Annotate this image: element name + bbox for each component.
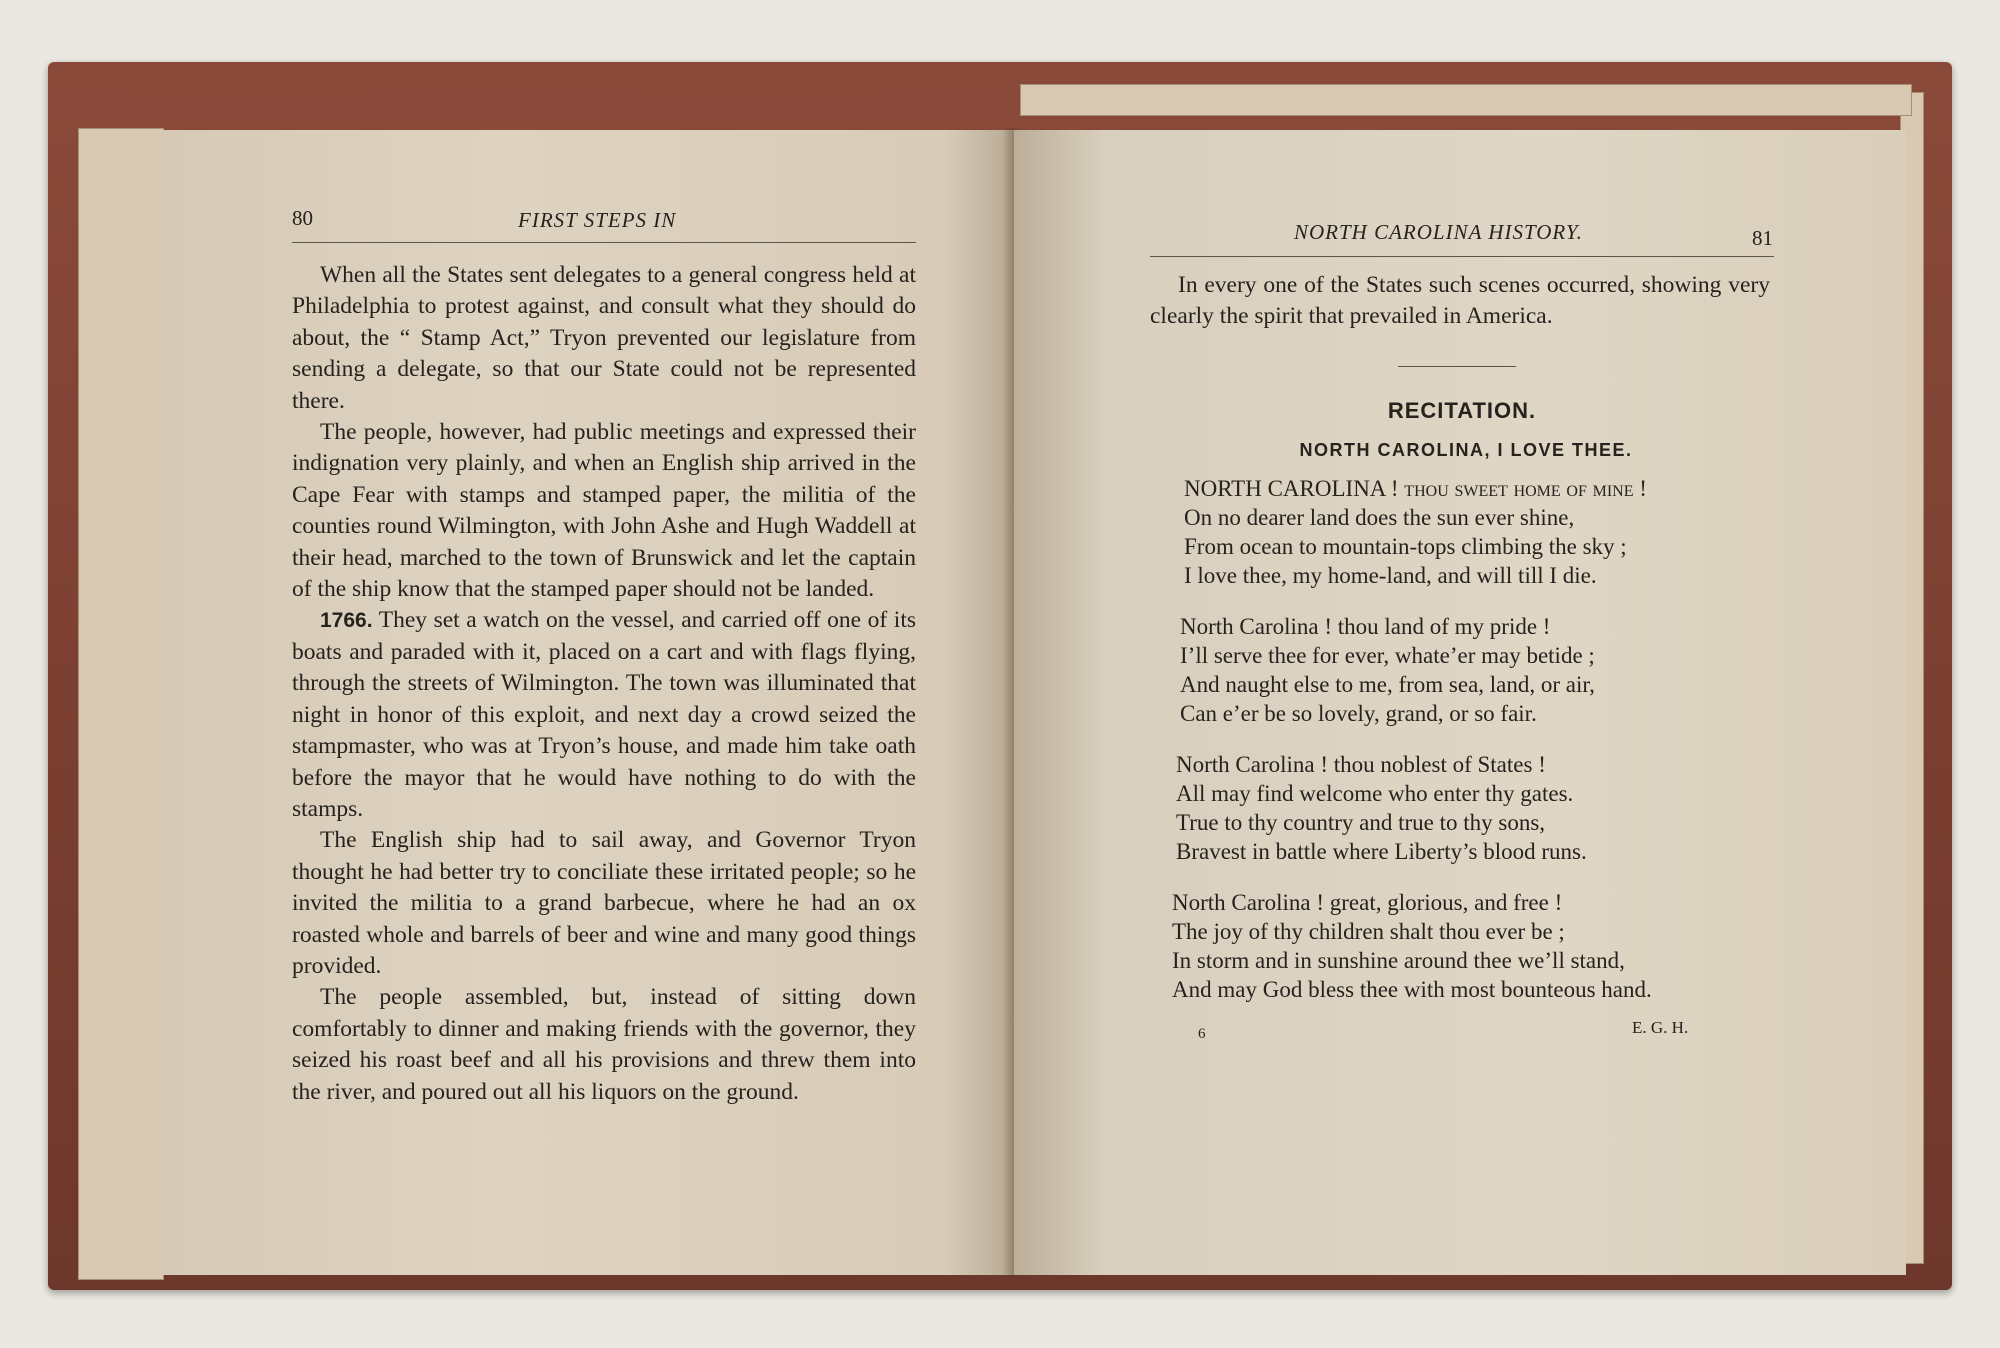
signature-mark: 6 [1198,1026,1206,1042]
header-rule-left [292,242,916,243]
running-head-left: FIRST STEPS IN [518,208,677,232]
poem-stanza [1176,750,1587,866]
poem-title: NORTH CAROLINA, I LOVE THEE. [1299,440,1633,460]
poem-line: On no dearer land does the sun ever shine, [1184,505,1575,530]
right-page [1014,130,1906,1275]
running-head-right: NORTH CAROLINA HISTORY. [1294,220,1583,244]
right-intro [1150,270,1770,333]
poem-stanza [1172,888,1652,1004]
header-rule-right [1150,256,1774,257]
paragraph: In every one of the States such scenes occurred, showing very clearly the spirit that prevailed in America. [1150,272,1770,330]
poem-line: True to thy country and true to thy sons, [1176,810,1546,835]
left-page [158,130,1014,1275]
poem-line: And may God bless thee with most bounteous hand. [1172,977,1652,1002]
paragraph: When all the States sent delegates to a general congress held at Philadelphia to protest against, and consult what they should do about, the “ Stamp Act,” Tryon prevented our legislature from sending a delegate, so that our State could not be represented there. [292,262,916,414]
poem-stanza [1180,612,1595,728]
paragraph: The people, however, had public meetings and expressed their indignation very plainly, and when an English ship arrived in the Cape Fear with stamps and stamped paper, the militia of the counties round Wilmington, with John Ashe and Hugh Waddell at their head, marched to the town of Brunswick and let the captain of the ship know that the stamped paper should not be landed. [292,419,916,603]
left-body [292,260,916,1108]
paragraph: The people assembled, but, instead of sitting down comfortably to dinner and making friends with the governor, they seized his roast beef and all his provisions and threw them into the river, and poured out all his liquors on the ground. [292,984,916,1105]
page-edges-top [1020,84,1912,116]
paragraph-text: They set a watch on the vessel, and carried off one of its boats and paraded with it, placed on a cart and with flags flying, through the streets of Wilmington. The town was illuminated that night in honor of this exploit, and next day a crowd seized the stampmaster, who was at Tryon’s house, and made him take oath before the mayor that he would have nothing to do with the stamps. [292,607,916,822]
poem-stanza [1184,474,1647,590]
section-title: RECITATION. [1387,398,1537,423]
poem-line: Can e’er be so lovely, grand, or so fair. [1180,701,1537,726]
page-number-left: 80 [292,206,313,230]
poem-line: North Carolina ! thou land of my pride ! [1180,614,1551,639]
poem-line: North Carolina ! great, glorious, and free ! [1172,890,1563,915]
poem-line: In storm and in sunshine around thee we’ll stand, [1172,948,1625,973]
poem-line: From ocean to mountain-tops climbing the sky ; [1184,534,1627,559]
poem-line: North Carolina ! thou noblest of States ! [1176,752,1546,777]
paragraph [292,605,916,825]
section-divider [1398,366,1516,367]
paragraph: The English ship had to sail away, and Governor Tryon thought he had better try to conciliate these irritated people; so he invited the militia to a grand barbecue, where he had an ox roasted whole and barrels of beer and wine and many good things provided. [292,827,916,979]
poem-line: All may find welcome who enter thy gates. [1176,781,1574,806]
poem-line: I’ll serve thee for ever, whate’er may betide ; [1180,643,1595,668]
page-number-right: 81 [1752,226,1773,250]
poem-line: NORTH CAROLINA ! thou sweet home of mine ! [1184,476,1647,501]
poem-line: Bravest in battle where Liberty’s blood runs. [1176,839,1587,864]
poem-line: And naught else to me, from sea, land, or air, [1180,672,1595,697]
year-marker: 1766. [320,609,373,633]
page-edges-left [78,128,164,1280]
poem-signature: E. G. H. [1632,1018,1689,1037]
poem-line: The joy of thy children shalt thou ever be ; [1172,919,1565,944]
poem-line: I love thee, my home-land, and will till I die. [1184,563,1597,588]
